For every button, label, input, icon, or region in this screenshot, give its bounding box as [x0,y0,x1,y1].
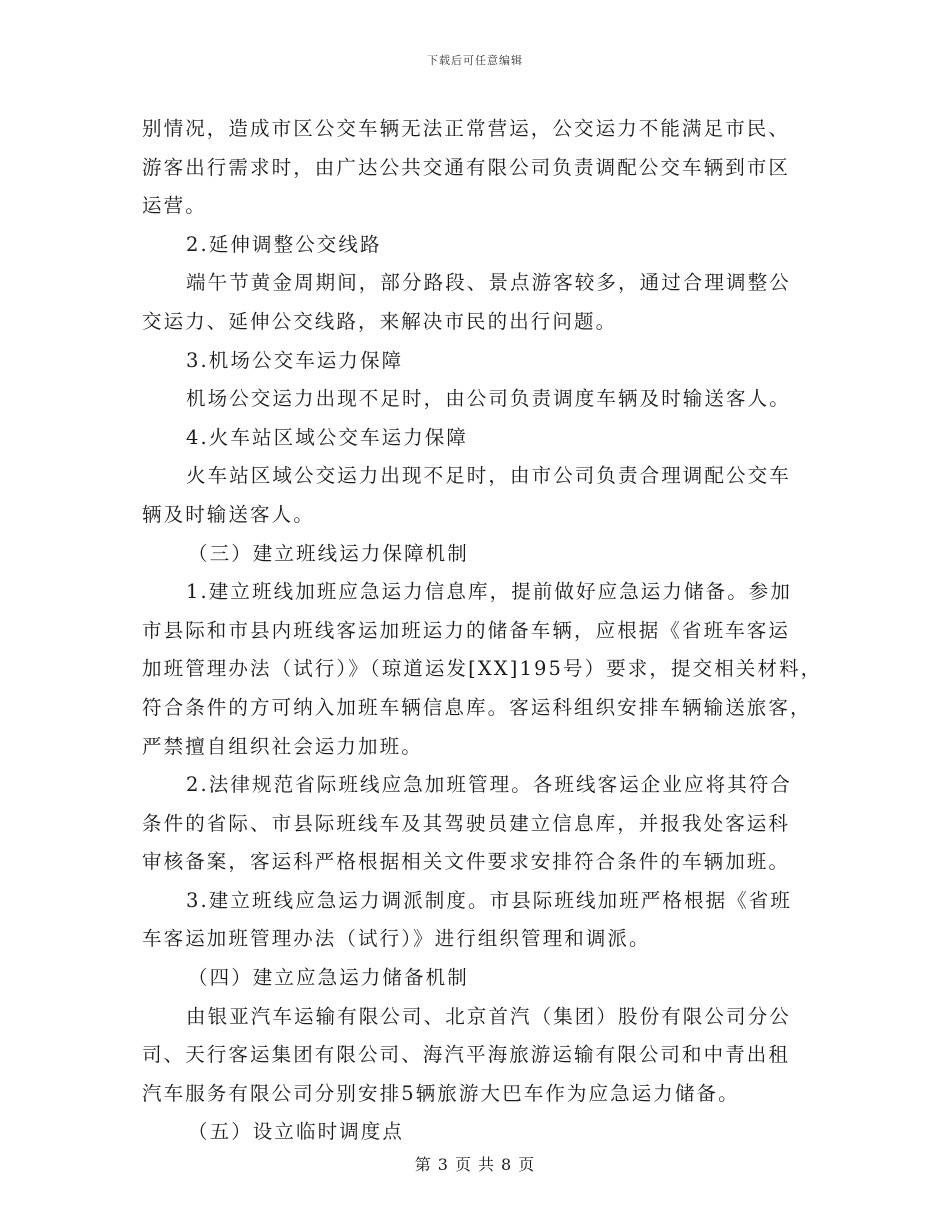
current-page-number: 3 [437,1155,449,1174]
page-prefix: 第 [414,1155,432,1174]
paragraph-line: 车客运加班管理办法（试行）》进行组织管理和调派。 [142,927,651,951]
page-header-note: 下载后可任意编辑 [427,54,523,67]
paragraph-line: 由银亚汽车运输有限公司、北京首汽（集团）股份有限公司分公 [186,1004,791,1028]
paragraph-line: 2.法律规范省际班线应急加班管理。各班线客运企业应将其符合 [186,773,793,797]
paragraph-line: 汽车服务有限公司分别安排5辆旅游大巴车作为应急运力储备。 [142,1081,740,1105]
paragraph-line: 审核备案，客运科严格根据相关文件要求安排符合条件的车辆加班。 [142,850,791,874]
total-prefix: 共 [478,1155,496,1174]
paragraph-line: 1.建立班线加班应急运力信息库，提前做好应急运力储备。参加 [186,580,793,604]
paragraph-line: 交运力、延伸公交线路，来解决市民的出行问题。 [142,309,618,333]
subheading-line: 2.延伸调整公交线路 [186,232,382,256]
paragraph-line: 加班管理办法（试行）》（琼道运发[XX]195号）要求，提交相关材料， [142,657,823,681]
paragraph-line: 符合条件的方可纳入加班车辆信息库。客运科组织安排车辆输送旅客， [142,695,812,719]
paragraph-line: 司、天行客运集团有限公司、海汽平海旅游运输有限公司和中青出租 [142,1043,791,1067]
paragraph-line: 游客出行需求时，由广达公共交通有限公司负责调配公交车辆到市区 [142,155,791,179]
paragraph-line: 辆及时输送客人。 [142,502,315,526]
document-body [142,110,822,1152]
total-page-number: 8 [501,1155,513,1174]
paragraph-line: 火车站区域公交运力出现不足时，由市公司负责合理调配公交车 [186,464,791,488]
paragraph-line: 别情况，造成市区公交车辆无法正常营运，公交运力不能满足市民、 [142,117,791,140]
section-heading: （三）建立班线运力保障机制 [188,541,469,565]
paragraph-line: 运营。 [142,194,207,218]
total-suffix: 页 [518,1155,536,1174]
paragraph-line: 严禁擅自组织社会运力加班。 [142,734,423,758]
paragraph-line: 机场公交运力出现不足时，由公司负责调度车辆及时输送客人。 [186,387,791,411]
page-footer [0,1152,950,1175]
section-heading: （四）建立应急运力储备机制 [188,966,469,990]
page-word: 页 [454,1155,472,1174]
paragraph-line: 3.建立班线应急运力调派制度。市县际班线加班严格根据《省班 [186,888,793,912]
paragraph-line: 条件的省际、市县际班线车及其驾驶员建立信息库，并报我处客运科 [142,811,791,835]
section-heading: （五）设立临时调度点 [188,1120,405,1144]
paragraph-line: 市县际和市县内班线客运加班运力的储备车辆，应根据《省班车客运 [142,618,791,642]
paragraph-line: 端午节黄金周期间，部分路段、景点游客较多，通过合理调整公 [186,271,791,295]
subheading-line: 4.火车站区域公交车运力保障 [186,425,469,449]
subheading-line: 3.机场公交车运力保障 [186,348,404,372]
